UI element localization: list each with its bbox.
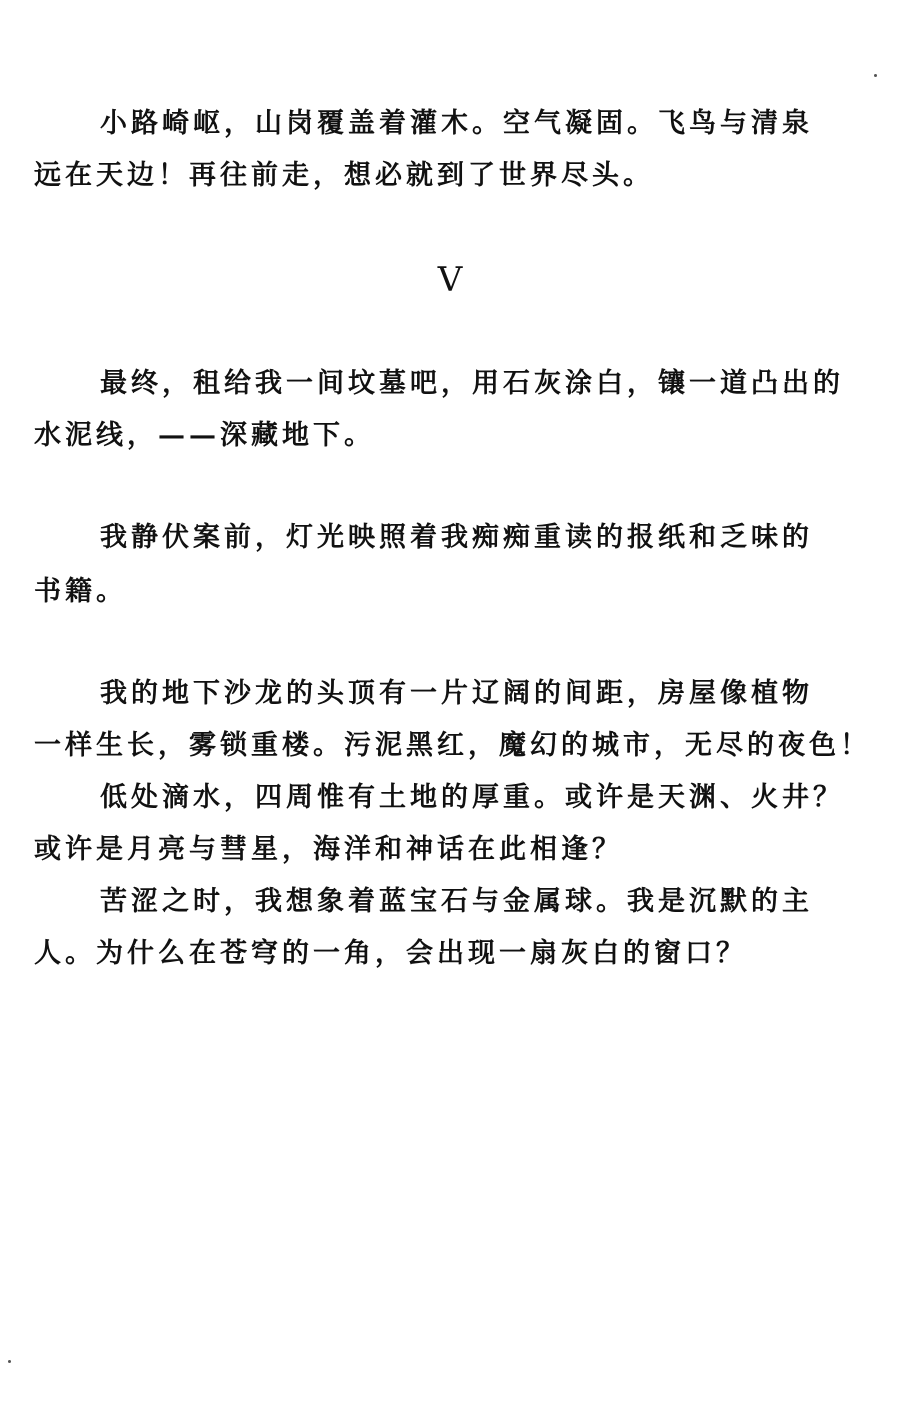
section-numeral: V	[437, 260, 463, 300]
stanza-4-line-5: 苦涩之时，我想象着蓝宝石与金属球。我是沉默的主	[100, 886, 813, 917]
stanza-2-line-2: 水泥线，——深藏地下。	[34, 420, 375, 451]
stanza-4-line-6: 人。为什么在苍穹的一角，会出现一扇灰白的窗口？	[34, 938, 747, 969]
stanza-3-line-1: 我静伏案前，灯光映照着我痴痴重读的报纸和乏味的	[100, 522, 813, 553]
stanza-1-line-2: 远在天边！再往前走，想必就到了世界尽头。	[34, 160, 654, 191]
stanza-4-line-1: 我的地下沙龙的头顶有一片辽阔的间距，房屋像植物	[100, 678, 813, 709]
stanza-4-line-4: 或许是月亮与彗星，海洋和神话在此相逢？	[34, 834, 623, 865]
stanza-4-line-2: 一样生长，雾锁重楼。污泥黑红，魔幻的城市，无尽的夜色！	[34, 730, 871, 761]
stanza-3-line-2: 书籍。	[34, 576, 127, 607]
stanza-1-line-1: 小路崎岖，山岗覆盖着灌木。空气凝固。飞鸟与清泉	[100, 108, 813, 139]
scan-speck	[8, 1360, 11, 1363]
stanza-2-line-1: 最终，租给我一间坟墓吧，用石灰涂白，镶一道凸出的	[100, 368, 844, 399]
stanza-4-line-3: 低处滴水，四周惟有土地的厚重。或许是天渊、火井？	[100, 782, 844, 813]
scan-speck	[874, 74, 877, 77]
